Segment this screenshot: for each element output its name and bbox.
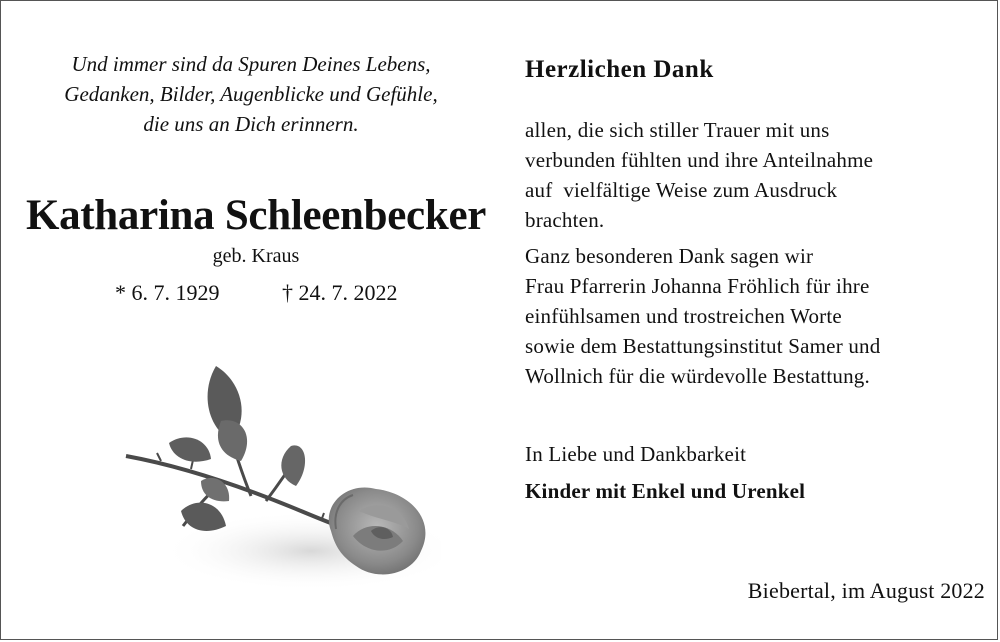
deceased-name: Katharina Schleenbecker — [25, 192, 487, 239]
place-date: Biebertal, im August 2022 — [747, 578, 985, 603]
paragraph-line: Frau Pfarrerin Johanna Fröhlich für ihre — [525, 274, 870, 298]
thanks-paragraph — [525, 115, 985, 235]
paragraph-line: sowie dem Bestattungsinstitut Samer und — [525, 334, 881, 358]
paragraph-line: auf vielfältige Weise zum Ausdruck — [525, 178, 838, 202]
verse-line: Und immer sind da Spuren Deines Lebens, — [71, 52, 431, 76]
paragraph-line: einfühlsamen und trostreichen Worte — [525, 304, 842, 328]
special-thanks-paragraph — [525, 241, 985, 391]
signers: Kinder mit Enkel und Urenkel — [525, 479, 806, 503]
paragraph-line: verbunden fühlten und ihre Anteilnahme — [525, 148, 874, 172]
verse-line: die uns an Dich erinnern. — [143, 112, 359, 136]
memorial-column — [1, 1, 506, 641]
birth-date: * 6. 7. 1929 — [115, 280, 220, 305]
closing-phrase: In Liebe und Dankbarkeit — [525, 442, 747, 466]
death-date: † 24. 7. 2022 — [282, 280, 398, 305]
verse-line: Gedanken, Bilder, Augenblicke und Gefühle, — [64, 82, 438, 106]
paragraph-line: brachten. — [525, 208, 605, 232]
paragraph-line: Ganz besonderen Dank sagen wir — [525, 244, 814, 268]
rose-icon — [121, 361, 441, 601]
memorial-verse — [31, 49, 471, 139]
paragraph-line: Wollnich für die würdevolle Bestattung. — [525, 364, 870, 388]
thanks-heading: Herzlichen Dank — [525, 56, 714, 83]
paragraph-line: allen, die sich stiller Trauer mit uns — [525, 118, 830, 142]
thanks-column — [525, 1, 985, 641]
maiden-name: geb. Kraus — [212, 245, 300, 267]
